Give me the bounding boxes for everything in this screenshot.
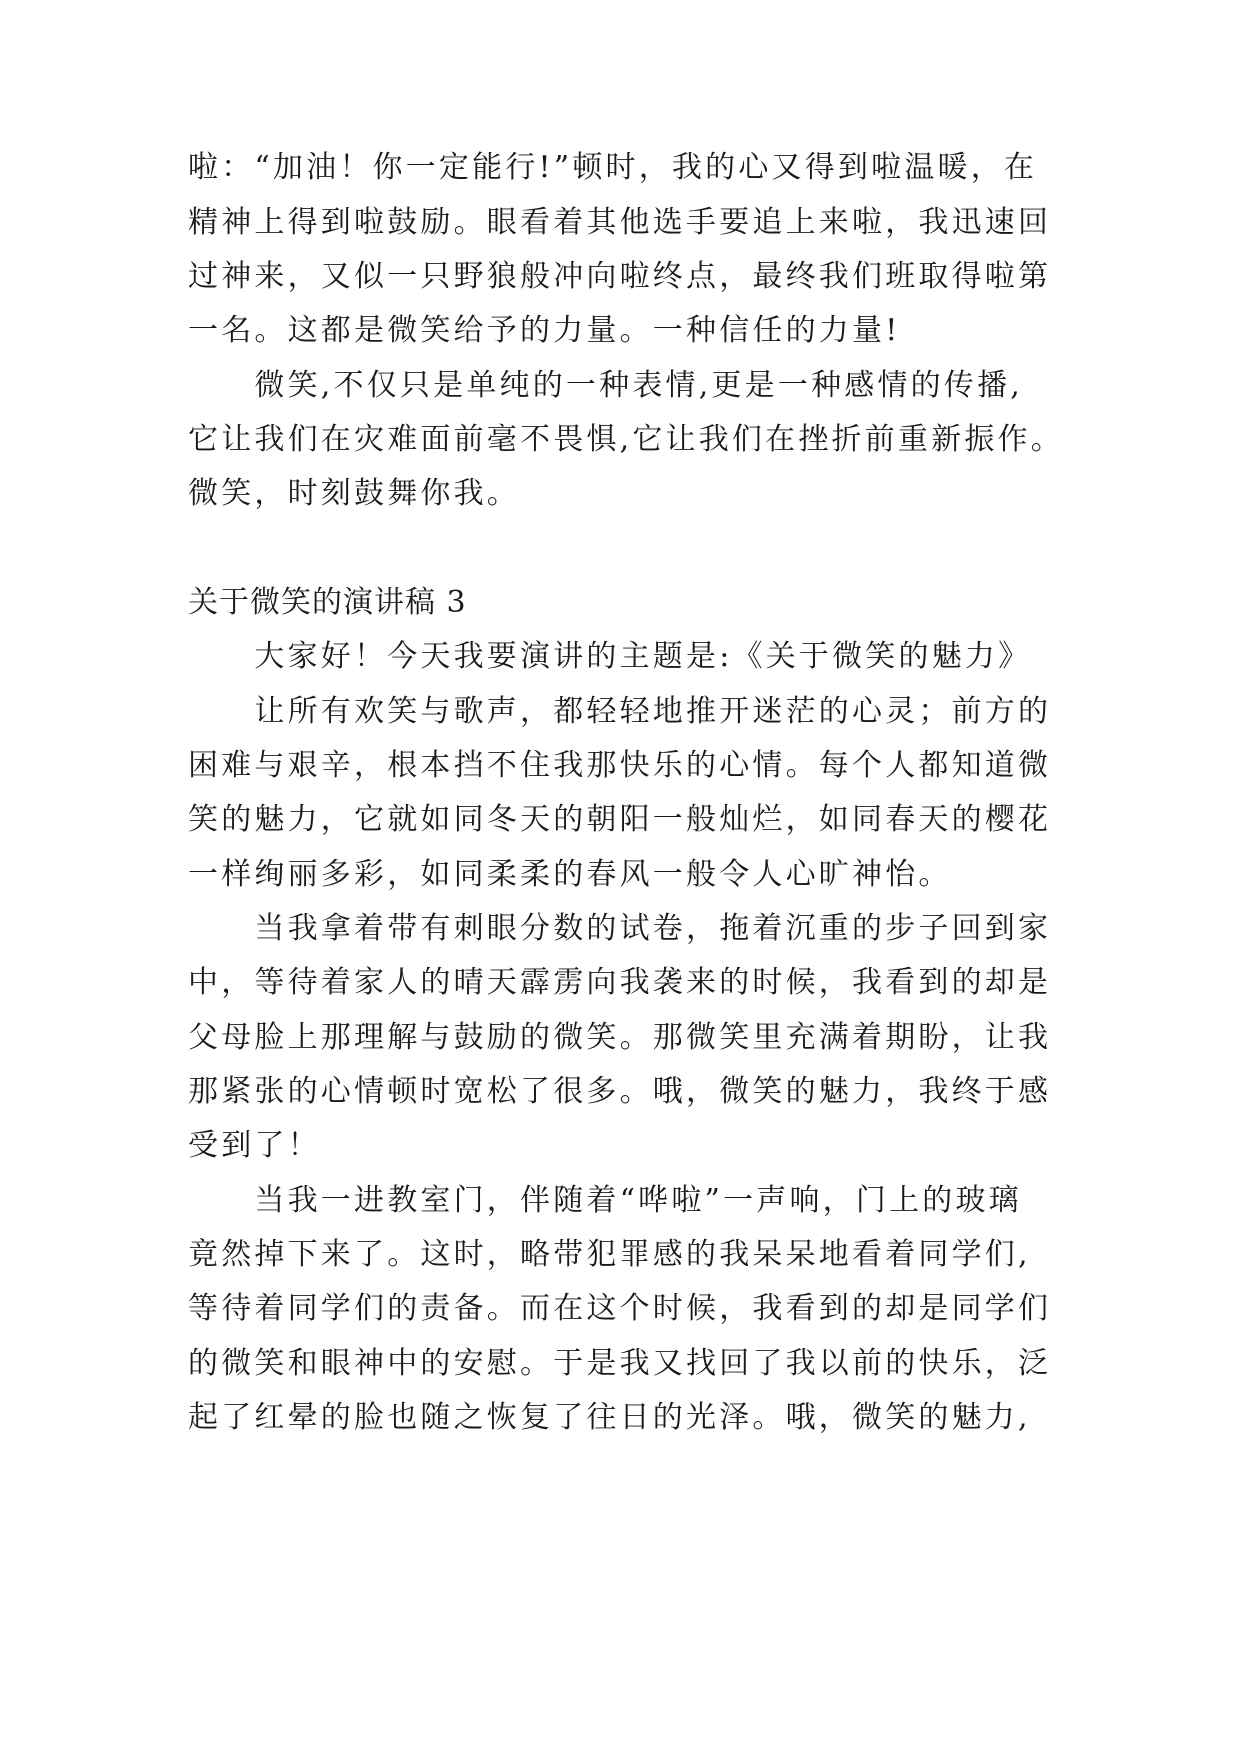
text-line: 的微笑和眼神中的安慰。于是我又找回了我以前的快乐，泛 bbox=[188, 1346, 1052, 1381]
text-line: 微笑，时刻鼓舞你我。 bbox=[188, 476, 520, 511]
text-line: 起了红晕的脸也随之恢复了往日的光泽。哦，微笑的魅力, bbox=[188, 1400, 1031, 1435]
text-line: 竟然掉下来了。这时，略带犯罪感的我呆呆地看着同学们, bbox=[188, 1237, 1031, 1272]
text-line: 让所有欢笑与歌声，都轻轻地推开迷茫的心灵；前方的 bbox=[188, 694, 1052, 729]
text-line: 笑的魅力，它就如同冬天的朝阳一般灿烂，如同春天的樱花 bbox=[188, 802, 1052, 837]
text-line: 那紧张的心情顿时宽松了很多。哦，微笑的魅力，我终于感 bbox=[188, 1074, 1052, 1109]
text-line: 过神来，又似一只野狼般冲向啦终点，最终我们班取得啦第 bbox=[188, 259, 1052, 294]
text-line: 精神上得到啦鼓励。眼看着其他选手要追上来啦，我迅速回 bbox=[188, 205, 1052, 240]
text-line: 困难与艰辛，根本挡不住我那快乐的心情。每个人都知道微 bbox=[188, 748, 1052, 783]
text-line: 中，等待着家人的晴天霹雳向我袭来的时候，我看到的却是 bbox=[188, 965, 1052, 1000]
text-line: 啦：“加油！你一定能行!”顿时，我的心又得到啦温暖，在 bbox=[188, 150, 1038, 185]
text-line: 它让我们在灾难面前毫不畏惧,它让我们在挫折前重新振作。 bbox=[188, 422, 1064, 457]
text-line: 一名。这都是微笑给予的力量。一种信任的力量! bbox=[188, 313, 901, 348]
section-heading: 关于微笑的演讲稿 3 bbox=[188, 585, 467, 620]
text-line: 父母脸上那理解与鼓励的微笑。那微笑里充满着期盼，让我 bbox=[188, 1020, 1052, 1055]
text-line: 一样绚丽多彩，如同柔柔的春风一般令人心旷神怡。 bbox=[188, 857, 952, 892]
text-line: 等待着同学们的责备。而在这个时候，我看到的却是同学们 bbox=[188, 1291, 1052, 1326]
text-line: 当我一进教室门，伴随着“哗啦”一声响，门上的玻璃 bbox=[188, 1183, 1022, 1218]
text-line: 受到了！ bbox=[188, 1128, 321, 1163]
text-line: 当我拿着带有刺眼分数的试卷，拖着沉重的步子回到家 bbox=[188, 911, 1052, 946]
text-line: 微笑,不仅只是单纯的一种表情,更是一种感情的传播, bbox=[188, 368, 1024, 403]
text-line: 大家好！今天我要演讲的主题是:《关于微笑的魅力》 bbox=[188, 639, 1032, 674]
